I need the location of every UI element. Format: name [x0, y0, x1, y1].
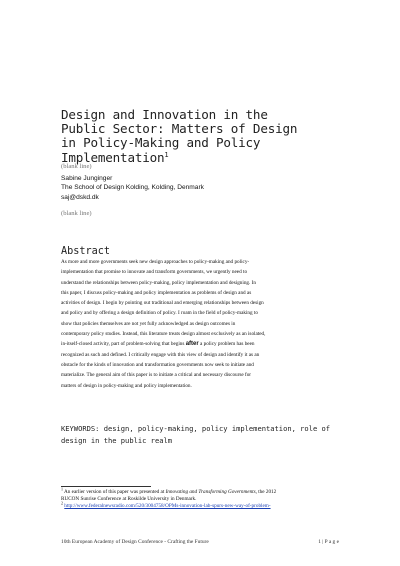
footnote-mark: 1 — [61, 486, 63, 492]
footnote-separator — [61, 486, 151, 487]
abstract-line: and policy and by offering a design definition of policy. I roam in the field of policy-making to — [61, 310, 258, 317]
footnote-2 — [61, 500, 361, 510]
abstract-line: As more and more governments seek new design approaches to policy-making and policy- — [61, 259, 250, 265]
author-name: Sabine Junginger — [61, 175, 113, 182]
title-line: Design and Innovation in the — [61, 107, 268, 122]
footnote-line: RUCON Sunrise Conference at Roskilde University in Denmark. — [61, 495, 197, 502]
footnote-mark: 2 — [61, 500, 63, 506]
footnote-italic-title: Innovating and Transforming Governments, — [165, 489, 257, 495]
keywords-list: design, policy-making, policy implementation, role of — [99, 424, 331, 433]
abstract-line: contemporary policy studies. Instead, this literature treats design almost exclusively as an isolated, — [61, 331, 266, 338]
abstract-line: matters of design in policy-making and policy implementation. — [61, 382, 192, 389]
keywords-label: KEYWORDS: — [61, 424, 100, 433]
author-affiliation: The School of Design Kolding, Kolding, Denmark — [61, 184, 204, 191]
footnote-1: $^1$ An earlier version of this paper was presented at Innovating and Transforming Governments, the 2012 RUCON Sunrise Conference at Roskilde University in Denmark. — [61, 489, 361, 502]
abstract-bold-word: after — [185, 341, 199, 348]
keywords-list-continued: design in the public realm — [61, 435, 173, 445]
abstract-line: activities of design. I begin by pointing out traditional and emerging relationships between design — [61, 300, 264, 307]
paper-title — [61, 108, 361, 165]
page-number: 1 | P a g e — [318, 539, 339, 545]
abstract-line: understand the relationships between policy-making, policy implementation and designing. In — [61, 279, 256, 286]
abstract-heading: Abstract — [61, 246, 111, 257]
blank-line-placeholder: (blank line) — [61, 210, 92, 217]
title-footnote-mark[interactable]: 1 — [164, 150, 169, 159]
author-email[interactable]: saj@dskd.dk — [61, 194, 99, 201]
author-block — [61, 174, 204, 202]
blank-line-placeholder: (blank line) — [61, 163, 92, 170]
footnote-link[interactable]: http://www.federalnewsradio.com/520/3004758/OPMs-innovation-lab-spurs-new-way-of-problem- — [64, 503, 271, 509]
abstract-line: in-itself-closed activity, part of problem-solving that begins after a policy problem has been — [61, 341, 255, 348]
title-line: in Policy-Making and Policy — [61, 135, 261, 151]
keywords — [61, 423, 357, 446]
abstract-line: this paper, I discuss policy-making and policy implementation as problems of design and as — [61, 289, 252, 296]
abstract-line: implementation that promise to innovate and transform governments, we urgently need to — [61, 269, 248, 276]
abstract-line: materialize. The general aim of this paper is to initiate a critical and necessary discourse for — [61, 372, 252, 379]
page-footer — [61, 539, 339, 545]
abstract-body — [61, 257, 347, 391]
title-line: Implementation$^1$ — [61, 149, 169, 165]
title-line: Public Sector: Matters of Design — [61, 121, 298, 137]
footer-conference: 10th European Academy of Design Conference - Crafting the Future — [61, 539, 209, 545]
abstract-line: obstacle for the kinds of innovation and transformation governments now seek to initiate and — [61, 361, 254, 368]
abstract-line: recognized as such and defined. I critically engage with this view of design and identify it as an — [61, 351, 260, 358]
abstract-line: show that policies themselves are not yet fully acknowledged as design outcomes in — [61, 320, 236, 327]
